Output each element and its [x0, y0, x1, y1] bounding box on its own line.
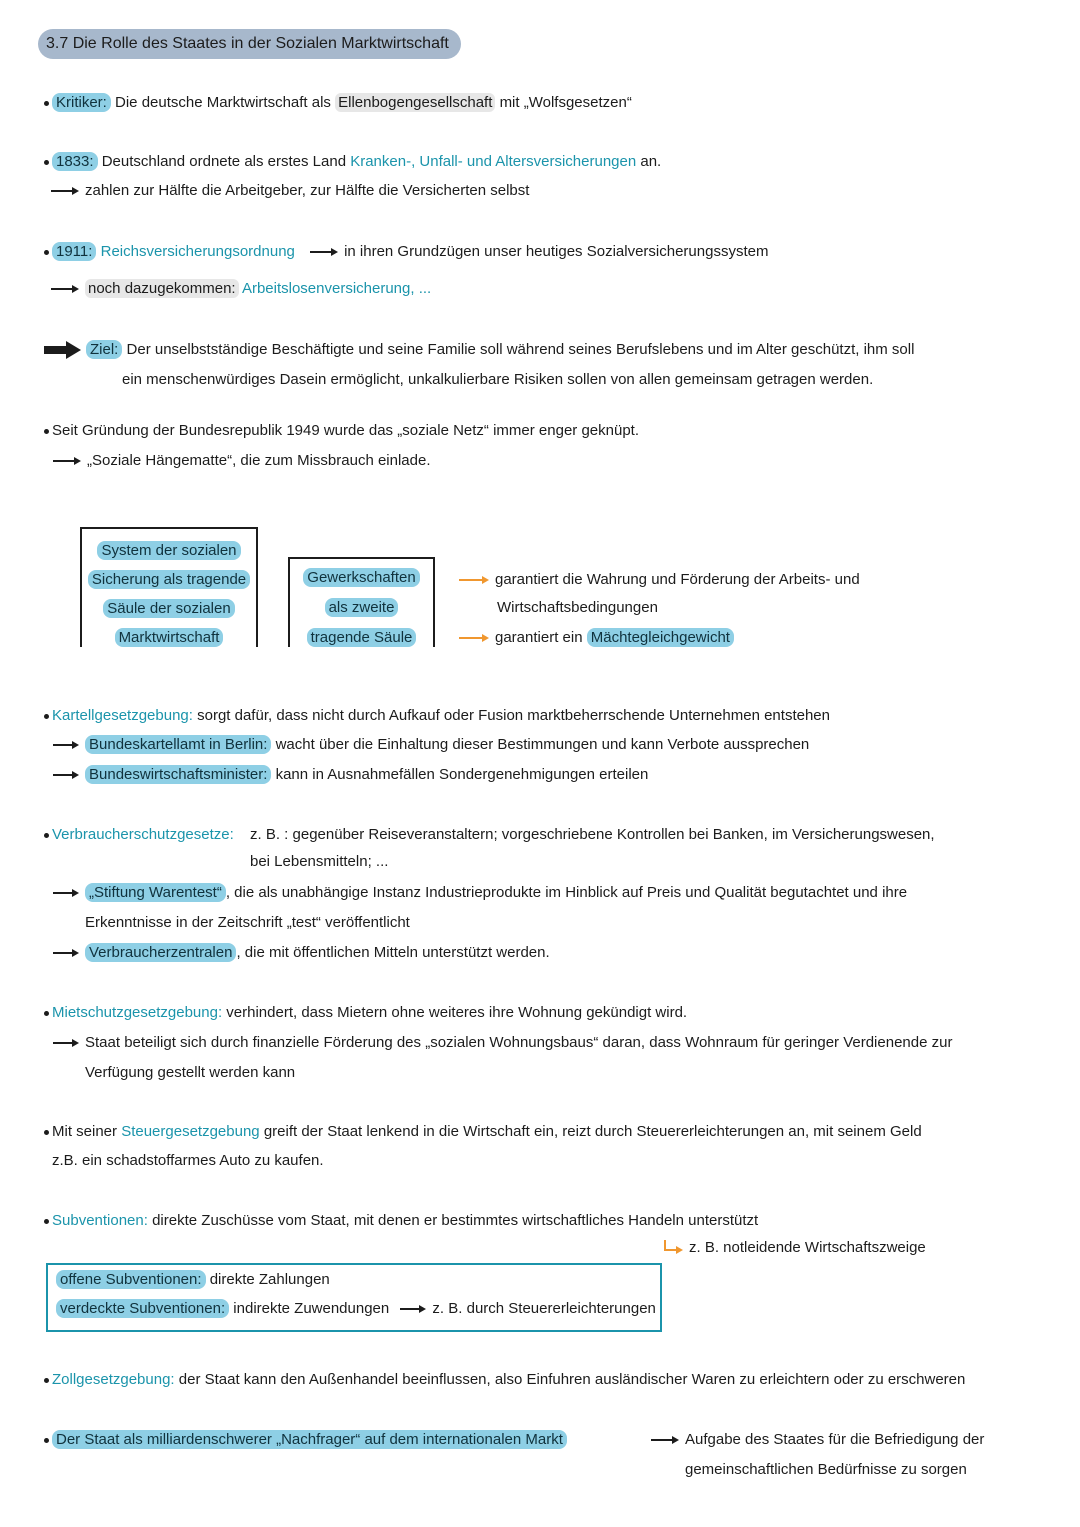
subventionen-example: z. B. notleidende Wirtschaftszweige: [689, 1239, 926, 1256]
hidden-subsidies-text: indirekte Zuwendungen: [233, 1300, 390, 1317]
kartell-text: sorgt dafür, dass nicht durch Aufkauf oder Fusion marktbeherrschende Unternehmen entstehen: [197, 707, 830, 724]
verbraucherzentralen-line: [52, 941, 550, 965]
kartell-label: Kartellgesetzgebung:: [52, 707, 193, 724]
subventionen-text: direkte Zuschüsse vom Staat, mit denen er bestimmtes wirtschaftliches Handeln unterstützt: [152, 1212, 759, 1229]
bullet-icon: [44, 1130, 49, 1135]
arrow-icon: [52, 770, 80, 780]
y1911-term: Reichsversicherungsordnung: [100, 243, 295, 260]
hidden-subsidies-line: [56, 1297, 656, 1321]
open-subsidies-text: direkte Zahlungen: [209, 1271, 330, 1288]
hidden-subsidies-label: verdeckte Subventionen:: [56, 1299, 229, 1318]
subventionen-label: Subventionen:: [52, 1212, 148, 1229]
kartell-sub-2-text: kann in Ausnahmefällen Sondergenehmigungen erteilen: [275, 766, 649, 783]
open-subsidies-line: [56, 1268, 330, 1292]
y1833-text-1: Deutschland ordnete als erstes Land: [101, 153, 347, 170]
kritiker-text-1: Die deutsche Marktwirtschaft als: [115, 94, 331, 111]
y1911-line: [44, 240, 768, 264]
netz-text: Seit Gründung der Bundesrepublik 1949 wurde das „soziale Netz“ immer enger geknüpt.: [52, 422, 639, 439]
kritiker-label: Kritiker:: [52, 93, 111, 112]
warentest-line-2: Erkenntnisse in der Zeitschrift „test“ veröffentlicht: [85, 914, 410, 931]
arrow-icon: [650, 1435, 680, 1445]
zoll-text: der Staat kann den Außenhandel beeinflussen, also Einfuhren ausländischer Waren zu erleichtern oder zu erschweren: [178, 1371, 966, 1388]
pillar-box-social-security: [80, 527, 258, 647]
nachfrager-result-line-2: gemeinschaftlichen Bedürfnisse zu sorgen: [685, 1461, 967, 1478]
nachfrager-result-line-1: [650, 1428, 984, 1452]
kartell-sub-2: [52, 763, 648, 787]
steuer-line-1: [44, 1120, 922, 1144]
arrow-icon: [50, 186, 80, 196]
pillar-1-line: Säule der sozialen: [103, 599, 234, 618]
ziel-line-2: ein menschenwürdiges Dasein ermöglicht, unkalkulierbare Risiken sollen von allen gemeinsam getragen werden.: [122, 371, 874, 388]
kartell-sub-1: [52, 733, 809, 757]
y1911-sub-line: [50, 277, 431, 301]
guarantee-1-line-1: [458, 568, 860, 592]
y1911-sub-term: Arbeitslosenversicherung, ...: [241, 280, 432, 297]
kritiker-line: [44, 91, 632, 115]
miet-label: Mietschutzgesetzgebung:: [52, 1004, 223, 1021]
netz-line: [44, 419, 639, 443]
y1833-sub-line: [50, 179, 529, 203]
y1833-term: Kranken-, Unfall- und Altersversicherungen: [350, 153, 637, 170]
bullet-icon: [44, 101, 49, 106]
ziel-line-1: [44, 338, 914, 362]
arrow-icon: [458, 575, 490, 585]
bullet-icon: [44, 1378, 49, 1383]
bullet-icon: [44, 1011, 49, 1016]
verbraucher-label: Verbraucherschutzgesetze:: [52, 826, 234, 843]
pillar-2-line: Gewerkschaften: [303, 568, 419, 587]
pillar-box-unions: [288, 557, 435, 647]
bullet-icon: [44, 250, 49, 255]
miet-sub-line-2: Verfügung gestellt werden kann: [85, 1064, 296, 1081]
hook-arrow-icon: [662, 1240, 684, 1256]
pillar-1-line: Marktwirtschaft: [115, 628, 224, 647]
bullet-icon: [44, 833, 49, 838]
y1833-text-3: an.: [640, 153, 662, 170]
netz-sub-text: „Soziale Hängematte“, die zum Missbrauch einlade.: [87, 452, 431, 469]
miet-sub-line-1: [52, 1031, 952, 1055]
verbraucherzentralen-label: Verbraucherzentralen: [85, 943, 236, 962]
bullet-icon: [44, 160, 49, 165]
kritiker-text-3: mit „Wolfsgesetzen“: [499, 94, 632, 111]
arrow-icon: [52, 740, 80, 750]
verbraucher-text-1: z. B. : gegenüber Reiseveranstaltern; vorgeschriebene Kontrollen bei Banken, im Versicherungswesen,: [250, 826, 935, 843]
warentest-line-1: [52, 881, 907, 905]
guarantee-2-text: garantiert ein: [495, 629, 583, 646]
page-title: 3.7 Die Rolle des Staates in der Sozialen Marktwirtschaft: [38, 29, 461, 59]
miet-line: [44, 1001, 687, 1025]
nachfrager-line: [44, 1428, 567, 1452]
open-subsidies-label: offene Subventionen:: [56, 1270, 206, 1289]
guarantee-1-text: garantiert die Wahrung und Förderung der Arbeits- und: [495, 571, 860, 588]
hidden-subsidies-example: z. B. durch Steuererleichterungen: [432, 1300, 656, 1317]
guarantee-1-line-2: Wirtschaftsbedingungen: [497, 599, 658, 616]
arrow-icon: [52, 456, 82, 466]
arrow-icon: [309, 247, 339, 257]
subventionen-line: [44, 1209, 758, 1233]
verbraucher-label-line: [44, 823, 234, 847]
y1911-text: in ihren Grundzügen unser heutiges Sozialversicherungssystem: [344, 243, 769, 260]
pillar-1-line: System der sozialen: [97, 541, 240, 560]
y1833-line: [44, 150, 661, 174]
bullet-icon: [44, 1438, 49, 1443]
zoll-line: [44, 1368, 965, 1392]
arrow-icon: [52, 888, 80, 898]
bullet-icon: [44, 1219, 49, 1224]
y1833-label: 1833:: [52, 152, 98, 171]
guarantee-2-line: [458, 626, 734, 650]
pillar-2-line: tragende Säule: [307, 628, 417, 647]
miet-text: verhindert, dass Mietern ohne weiteres ihre Wohnung gekündigt wird.: [226, 1004, 688, 1021]
netz-sub-line: [52, 449, 431, 473]
double-arrow-icon: [44, 341, 82, 359]
pillar-2-line: als zweite: [325, 598, 399, 617]
arrow-icon: [50, 284, 80, 294]
pillar-1-line: Sicherung als tragende: [88, 570, 250, 589]
y1911-sub-label: noch dazugekommen:: [85, 279, 239, 298]
warentest-label: „Stiftung Warentest“: [85, 883, 226, 902]
arrow-icon: [52, 1038, 80, 1048]
guarantee-2-term: Mächtegleichgewicht: [587, 628, 734, 647]
miet-sub-text-1: Staat beteiligt sich durch finanzielle Förderung des „sozialen Wohnungsbaus“ daran, dass Wohnraum für geringer Verdienende zur: [85, 1034, 953, 1051]
kartell-sub-2-label: Bundeswirtschaftsminister:: [85, 765, 271, 784]
steuer-text-2: greift der Staat lenkend in die Wirtschaft ein, reizt durch Steuererleichterungen an, mit seinem Geld: [263, 1123, 922, 1140]
steuer-line-2: z.B. ein schadstoffarmes Auto zu kaufen.: [52, 1152, 324, 1169]
kritiker-term: Ellenbogengesellschaft: [335, 93, 495, 112]
steuer-text-1: Mit seiner: [52, 1123, 118, 1140]
subventionen-example-line: [662, 1236, 926, 1260]
arrow-icon: [52, 948, 80, 958]
ziel-text-1: Der unselbstständige Beschäftigte und seine Familie soll während seines Berufslebens und im Alter geschützt, ihm soll: [126, 341, 915, 358]
zoll-label: Zollgesetzgebung:: [52, 1371, 175, 1388]
kartell-sub-1-text: wacht über die Einhaltung dieser Bestimmungen und kann Verbote aussprechen: [275, 736, 810, 753]
arrow-icon: [458, 633, 490, 643]
kartell-sub-1-label: Bundeskartellamt in Berlin:: [85, 735, 271, 754]
bullet-icon: [44, 429, 49, 434]
verbraucher-text-2: bei Lebensmitteln; ...: [250, 853, 389, 870]
y1911-label: 1911:: [52, 242, 96, 261]
warentest-text-1: , die als unabhängige Instanz Industrieprodukte im Hinblick auf Preis und Qualität begutachtet und ihre: [225, 884, 908, 901]
nachfrager-result-text-1: Aufgabe des Staates für die Befriedigung der: [685, 1431, 985, 1448]
bullet-icon: [44, 714, 49, 719]
ziel-label: Ziel:: [86, 340, 122, 359]
kartell-line: [44, 704, 830, 728]
steuer-label: Steuergesetzgebung: [121, 1123, 260, 1140]
nachfrager-label: Der Staat als milliardenschwerer „Nachfrager“ auf dem internationalen Markt: [52, 1430, 567, 1449]
arrow-icon: [399, 1304, 427, 1314]
subventionen-types-box: [46, 1263, 662, 1332]
y1833-sub-text: zahlen zur Hälfte die Arbeitgeber, zur Hälfte die Versicherten selbst: [85, 182, 530, 199]
verbraucherzentralen-text: , die mit öffentlichen Mitteln unterstützt werden.: [236, 944, 550, 961]
